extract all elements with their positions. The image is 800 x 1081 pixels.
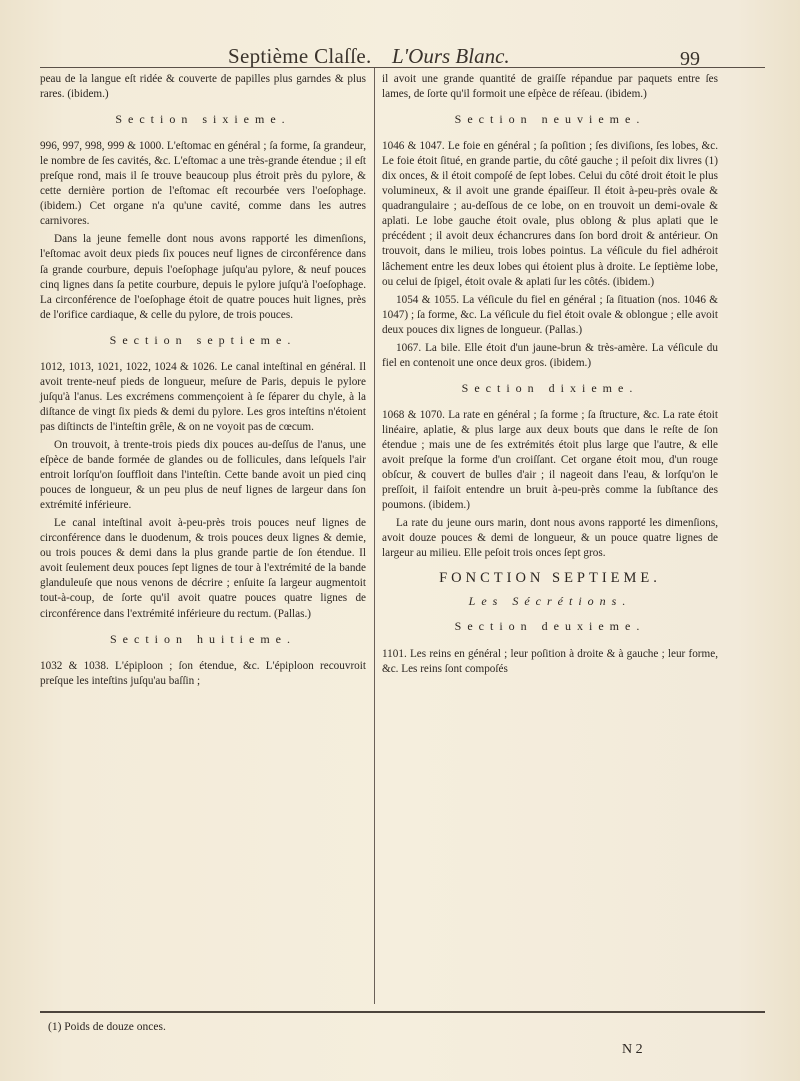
paragraph: 996, 997, 998, 999 & 1000. L'eſtomac en général ; ſa forme, ſa grandeur, le nombre de ſes cavités, &c. L'eſtomac a une très-grande étendue ; il eſt preſque rond, mais il ſe trouve beaucoup plus étroit près du pylore, & cette dernière portion de l'eſtomac eſt recourbée vers l'oeſophage. (ibidem.) Cet organe n'a qu'une cavité, comme dans les autres carnivores. [40,140,366,228]
subheading: Les Sécrétions. [468,594,632,609]
paragraph: 1032 & 1038. L'épiploon ; ſon étendue, &c. L'épiploon recouvroit preſque les inteſtins juſqu'au baſſin ; [40,659,366,687]
header-rule [40,67,765,68]
paragraph: il avoit une grande quantité de graiſſe répandue par paquets entre ſes lames, de ſorte qu'il formoit une eſpèce de réſeau. (ibidem.) [382,73,718,101]
section-heading: Section septieme. [109,332,297,347]
catchword: N 2 [622,1042,643,1057]
section-heading: Section huitieme. [110,631,296,646]
footnote-rule [40,1011,765,1013]
section-heading: Section dixieme. [461,380,639,395]
section-heading: Section sixieme. [115,112,291,127]
section-heading: Section deuxieme. [454,619,646,634]
footnote: (1) Poids de douze onces. [48,1021,166,1033]
paragraph: La rate du jeune ours marin, dont nous avons rapporté les dimenſions, avoit douze pouces & demi de longueur, & un pouce quatre lignes de largeur au milieu. Elle peſoit trois onces ſept gros. [382,517,718,560]
paragraph: 1067. La bile. Elle étoit d'un jaune-brun & très-amère. La véſicule du fiel en contenoit une once deux gros. (ibidem.) [382,341,718,369]
paragraph: peau de la langue eſt ridée & couverte de papilles plus garndes & plus rares. (ibidem.) [40,73,366,101]
header-animal-title: L'Ours Blanc. [392,44,510,68]
paragraph: On trouvoit, à trente-trois pieds dix pouces au-deſſus de l'anus, une eſpèce de bande formée de glandes ou de follicules, dans leſquels l'air entroit lorſqu'on ſouffloit dans l'inteſtin. Cette bande avoit un pied cinq pouces de longueur, & un peu plus de neuf lignes de largeur dans ſon extrémité inférieure. [40,438,366,512]
right-column [382,72,718,680]
paragraph: 1054 & 1055. La véſicule du fiel en général ; ſa ſituation (nos. 1046 & 1047) ; ſa forme, &c. La véſicule du fiel étoit ovale & oblongue ; elle avoit deux pouces dix lignes de longueur. (Pallas.) [382,293,718,336]
paragraph: 1046 & 1047. Le foie en général ; ſa poſition ; ſes diviſions, ſes lobes, &c. Le foie étoit ſitué, en grande partie, du côté gauche ; il peſoit dix livres (1) dix onces, & il étoit compoſé de ſept lobes. Celui du côté droit étoit le plus volumineux, & il avoit une grande épaiſſeur. Il étoit à-peu-près ovale & quadrangulaire ; au-deſſous de ce lobe, on en trouvoit un demi-ovale & aplati. Le lobe gauche étoit ovale, plus oblong & plus aplati que le précédent ; il avoit deux échancrures dans ſon bord droit & antérieur. On trouvoit, dans le milieu, trois lobes pointus. La véſicule du fiel adhéroit lâchement entre les deux lobes qui étoient plus à droite. Le ſeptième lobe, ou celui de ſpigel, étoit ovale & aplati ſur les côtés. (ibidem.) [382,140,718,288]
left-column [40,72,366,692]
paragraph: 1068 & 1070. La rate en général ; ſa forme ; ſa ſtructure, &c. La rate étoit linéaire, aplatie, & plus large aux deux bouts que dans le reſte de ſon étendue ; mais une de ſes extrémités étoit plus large que l'autre, & elle avoit preſque la forme d'un croiſſant. Cet organe étoit mou, d'un rouge obſcur, & couvert de bulles d'air ; il nageoit dans l'eau, & lorſqu'on le preſſoit, il faiſoit entendre un bruit à-peu-près comme la ſubſtance des poumons. (ibidem.) [382,408,718,512]
function-heading: FONCTION SEPTIEME. [439,570,661,587]
column-divider [374,68,375,1004]
paragraph: Le canal inteſtinal avoit à-peu-près trois pouces neuf lignes de circonférence dans le duodenum, & trois pouces deux lignes & demie, ou trois pouces & demi dans la plus grande partie de ſon étendue. Il avoit ſeulement deux pouces ſept lignes de tour à l'extrémité de la bande glanduleuſe que nous venons de décrire ; enſuite ſa largeur augmentoit tout-à-coup, de ſorte qu'il avoit quatre pouces quatre lignes de circonférence dans l'extrémité inférieure du rectum. (Pallas.) [40,517,366,620]
section-heading: Section neuvieme. [454,112,646,127]
paragraph: 1012, 1013, 1021, 1022, 1024 & 1026. Le canal inteſtinal en général. Il avoit trente-neuf pieds de longueur, meſure de Paris, depuis le pylore juſqu'à l'anus. Les excrémens commençoient à ſe ſéparer du chyle, à la diſtance de vingt ſix pieds & demi du pylore. Les gros inteſtins n'étoient pas diſtincts de l'inteſtin grêle, & on ne voyoit pas de cœcum. [40,360,366,433]
header-class-title: Septième Claſſe. [228,44,372,68]
paragraph: 1101. Les reins en général ; leur poſition à droite & à gauche ; leur forme, &c. Les reins ſont compoſés [382,647,718,675]
paragraph: Dans la jeune femelle dont nous avons rapporté les dimenſions, l'eſtomac avoit deux pieds ſix pouces neuf lignes de circonférence dans ſa grande courbure, depuis l'oeſophage juſqu'au pylore, & neuf pouces cinq lignes dans ſa petite courbure, depuis le pylore juſqu'à l'oeſophage. La circonférence de l'oeſophage étoit de quatre pouces huit lignes, près de l'orifice cardiaque, & celle du pylore, de trois pouces. [40,233,366,321]
page-number: 99 [680,48,700,70]
